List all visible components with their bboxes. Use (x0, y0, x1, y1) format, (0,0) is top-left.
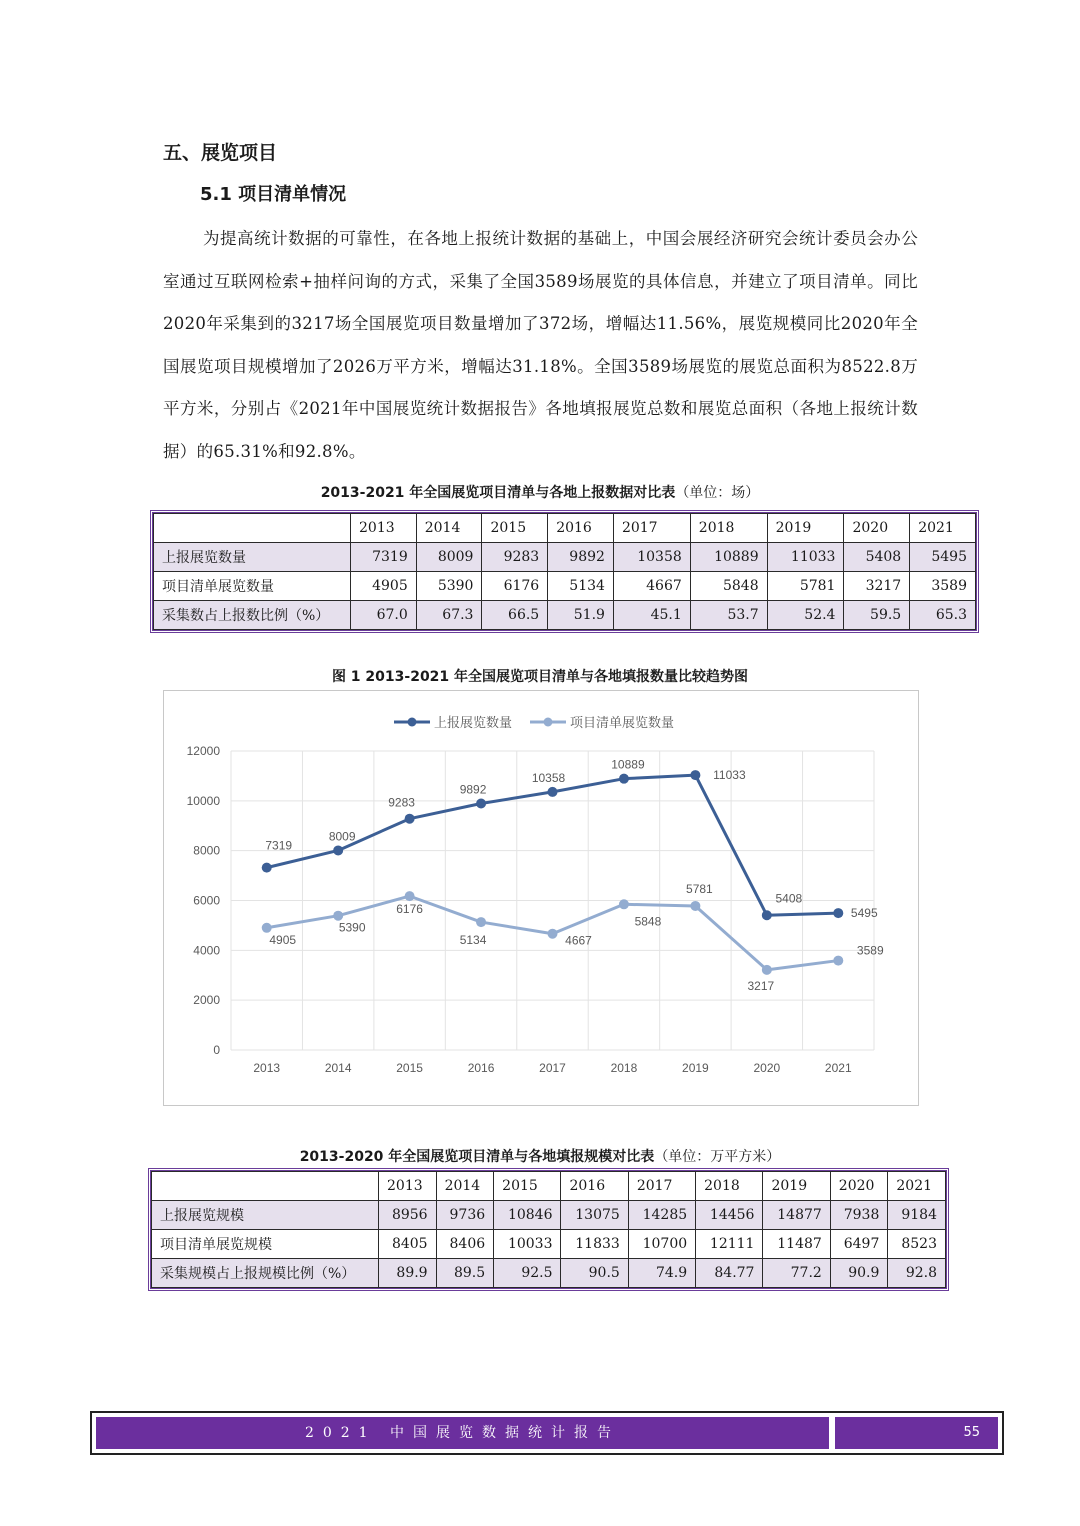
table-cell: 8523 (888, 1230, 946, 1259)
table-cell: 90.9 (830, 1259, 888, 1288)
table-cell: 5390 (416, 572, 482, 601)
table-row-label: 上报展览规模 (152, 1201, 379, 1230)
chart-data-point (548, 787, 558, 797)
table-row (152, 1259, 946, 1288)
chart-data-label: 4667 (565, 933, 592, 948)
line-chart (164, 691, 918, 1105)
table2-caption (0, 1146, 1080, 1166)
table-year-header: 2015 (494, 1172, 561, 1201)
chart-data-point (333, 845, 343, 855)
chart-x-tick-label: 2020 (753, 1061, 781, 1075)
table-cell: 5134 (548, 572, 614, 601)
chart-data-label: 10358 (531, 770, 566, 785)
table-year-header: 2014 (436, 1172, 494, 1201)
chart-data-label: 6176 (396, 902, 423, 917)
table-cell: 5781 (767, 572, 844, 601)
chart-data-point (262, 863, 272, 873)
table-corner-cell (154, 514, 351, 543)
table-cell: 14456 (696, 1201, 763, 1230)
table-cell: 92.5 (494, 1259, 561, 1288)
table-row-label: 采集数占上报数比例（%） (154, 601, 351, 630)
table-cell: 4667 (613, 572, 690, 601)
table-cell: 74.9 (628, 1259, 695, 1288)
table-cell: 11033 (767, 543, 844, 572)
table-year-header: 2015 (482, 514, 548, 543)
table-cell: 77.2 (763, 1259, 830, 1288)
table-year-header: 2013 (351, 514, 417, 543)
chart-data-label: 5848 (634, 914, 662, 929)
table-cell: 8406 (436, 1230, 494, 1259)
table-cell: 8405 (379, 1230, 437, 1259)
table-cell: 9736 (436, 1201, 494, 1230)
table1-caption (0, 482, 1080, 502)
chart-data-point (262, 923, 272, 933)
chart-data-label: 3217 (747, 978, 775, 993)
chart-y-tick-label: 10000 (186, 793, 220, 808)
chart-data-point (762, 910, 772, 920)
table-cell: 9184 (888, 1201, 946, 1230)
chart-data-label: 5390 (338, 920, 366, 935)
table-row-label: 项目清单展览数量 (154, 572, 351, 601)
table-row (154, 572, 976, 601)
chart-data-label: 7319 (265, 838, 293, 853)
chart-data-label: 9283 (388, 795, 415, 810)
chart-data-label: 9892 (459, 782, 487, 797)
table-year-header: 2020 (830, 1172, 888, 1201)
table-cell: 10358 (613, 543, 690, 572)
chart-data-point (619, 899, 629, 909)
table-row (154, 601, 976, 630)
chart-y-tick-label: 6000 (193, 893, 220, 908)
table-cell: 90.5 (561, 1259, 628, 1288)
table-cell: 4905 (351, 572, 417, 601)
chart-x-tick-label: 2017 (539, 1061, 566, 1075)
table-cell: 12111 (696, 1230, 763, 1259)
chart-x-tick-label: 2016 (467, 1061, 495, 1075)
table-row (154, 543, 976, 572)
chart-data-point (619, 774, 629, 784)
table-year-header: 2021 (888, 1172, 946, 1201)
chart-x-tick-label: 2018 (610, 1061, 638, 1075)
table-cell: 9892 (548, 543, 614, 572)
table-cell: 67.3 (416, 601, 482, 630)
table-cell: 14877 (763, 1201, 830, 1230)
table2-title: 2013-2020 年全国展览项目清单与各地填报规模对比表 (299, 1149, 655, 1165)
chart-data-point (333, 911, 343, 921)
table-cell: 92.8 (888, 1259, 946, 1288)
chart-legend-marker (408, 718, 417, 727)
table-header-row (152, 1172, 946, 1201)
table-cell: 6497 (830, 1230, 888, 1259)
chart-data-point (548, 929, 558, 939)
subsection-title: 5.1 项目清单情况 (200, 184, 347, 205)
table-cell: 10889 (690, 543, 767, 572)
chart-legend-label: 上报展览数量 (434, 716, 513, 731)
table1 (153, 513, 976, 630)
chart-data-label: 8009 (328, 829, 356, 844)
table-year-header: 2019 (767, 514, 844, 543)
chart-data-label: 3589 (856, 943, 884, 958)
table-cell: 45.1 (613, 601, 690, 630)
table-year-header: 2013 (379, 1172, 437, 1201)
chart-y-tick-label: 8000 (193, 843, 220, 858)
body-paragraph: 为提高统计数据的可靠性，在各地上报统计数据的基础上，中国会展经济研究会统计委员会办公室通过互联网检索+抽样问询的方式，采集了全国3589场展览的具体信息，并建立了项目清单。同比2020年采集到的3217场全国展览项目数量增加了372场，增幅达11.56%，展览规模同比2020年全国展览项目规模增加了2026万平方米，增幅达31.18%。全国3589场展览的展览总面积为8522.8万平方米，分别占《2021年中国展览统计数据报告》各地填报展览总数和展览总面积（各地上报统计数据）的65.31%和92.8%。 (163, 229, 918, 461)
chart-data-point (690, 901, 700, 911)
table1-unit: （单位：场） (675, 485, 760, 501)
table-row-label: 上报展览数量 (154, 543, 351, 572)
chart-legend-label: 项目清单展览数量 (570, 716, 675, 731)
table-row (152, 1230, 946, 1259)
table-cell: 59.5 (844, 601, 910, 630)
page-footer (90, 1411, 1004, 1455)
table-cell: 89.5 (436, 1259, 494, 1288)
table-cell: 10700 (628, 1230, 695, 1259)
chart-legend-marker (544, 718, 553, 727)
chart-data-point (833, 908, 843, 918)
table-cell: 3217 (844, 572, 910, 601)
table-cell: 5848 (690, 572, 767, 601)
table-cell: 6176 (482, 572, 548, 601)
table-year-header: 2016 (561, 1172, 628, 1201)
table-cell: 11487 (763, 1230, 830, 1259)
table-cell: 10846 (494, 1201, 561, 1230)
chart-data-point (762, 965, 772, 975)
table-corner-cell (152, 1172, 379, 1201)
section-title: 五、展览项目 (163, 142, 278, 164)
table-year-header: 2017 (613, 514, 690, 543)
table-year-header: 2018 (696, 1172, 763, 1201)
chart-data-label: 5134 (459, 933, 487, 948)
table-year-header: 2017 (628, 1172, 695, 1201)
table-row-label: 采集规模占上报规模比例（%） (152, 1259, 379, 1288)
chart-data-point (833, 956, 843, 966)
table-year-header: 2018 (690, 514, 767, 543)
chart-data-label: 10889 (611, 757, 645, 772)
table-cell: 8009 (416, 543, 482, 572)
figure-caption: 图 1 2013-2021 年全国展览项目清单与各地填报数量比较趋势图 (331, 669, 749, 685)
chart-x-tick-label: 2021 (824, 1061, 852, 1075)
chart-y-tick-label: 0 (213, 1043, 220, 1057)
table-cell: 9283 (482, 543, 548, 572)
chart-data-label: 4905 (269, 932, 297, 947)
chart-y-tick-label: 12000 (186, 744, 220, 758)
footer-report-title: 2021 中国展览数据统计报告 (96, 1417, 829, 1449)
chart-y-tick-label: 4000 (193, 943, 220, 958)
table-cell: 67.0 (351, 601, 417, 630)
table-cell: 7938 (830, 1201, 888, 1230)
chart-data-label: 5495 (850, 906, 878, 921)
table-cell: 84.77 (696, 1259, 763, 1288)
chart-data-label: 5408 (775, 891, 803, 906)
table-cell: 13075 (561, 1201, 628, 1230)
table-year-header: 2019 (763, 1172, 830, 1201)
table-cell: 8956 (379, 1201, 437, 1230)
table-cell: 3589 (910, 572, 976, 601)
table2 (151, 1171, 946, 1288)
table-cell: 51.9 (548, 601, 614, 630)
table-row-label: 项目清单展览规模 (152, 1230, 379, 1259)
page-number: 55 (835, 1417, 998, 1449)
table-cell: 5408 (844, 543, 910, 572)
table-cell: 7319 (351, 543, 417, 572)
chart-x-tick-label: 2014 (324, 1061, 352, 1075)
table-cell: 5495 (910, 543, 976, 572)
table2-unit: （单位：万平方米） (654, 1149, 781, 1165)
table-year-header: 2021 (910, 514, 976, 543)
table-cell: 66.5 (482, 601, 548, 630)
chart-x-tick-label: 2015 (396, 1061, 423, 1075)
table-cell: 89.9 (379, 1259, 437, 1288)
table-cell: 11833 (561, 1230, 628, 1259)
table1-title: 2013-2021 年全国展览项目清单与各地上报数据对比表 (320, 485, 676, 501)
chart-x-tick-label: 2013 (253, 1061, 281, 1075)
table-cell: 53.7 (690, 601, 767, 630)
chart-data-point (405, 814, 415, 824)
chart-data-label: 11033 (713, 768, 746, 783)
chart-data-point (405, 891, 415, 901)
table-row (152, 1201, 946, 1230)
chart-data-point (476, 799, 486, 809)
table-header-row (154, 514, 976, 543)
chart-data-point (690, 770, 700, 780)
chart-x-tick-label: 2019 (682, 1061, 709, 1075)
line-chart-frame (163, 690, 919, 1106)
table-cell: 14285 (628, 1201, 695, 1230)
table-cell: 52.4 (767, 601, 844, 630)
table-year-header: 2016 (548, 514, 614, 543)
chart-data-point (476, 917, 486, 927)
chart-data-label: 5781 (686, 881, 713, 896)
chart-y-tick-label: 2000 (193, 993, 220, 1008)
table-year-header: 2020 (844, 514, 910, 543)
table-year-header: 2014 (416, 514, 482, 543)
table-cell: 10033 (494, 1230, 561, 1259)
table-cell: 65.3 (910, 601, 976, 630)
